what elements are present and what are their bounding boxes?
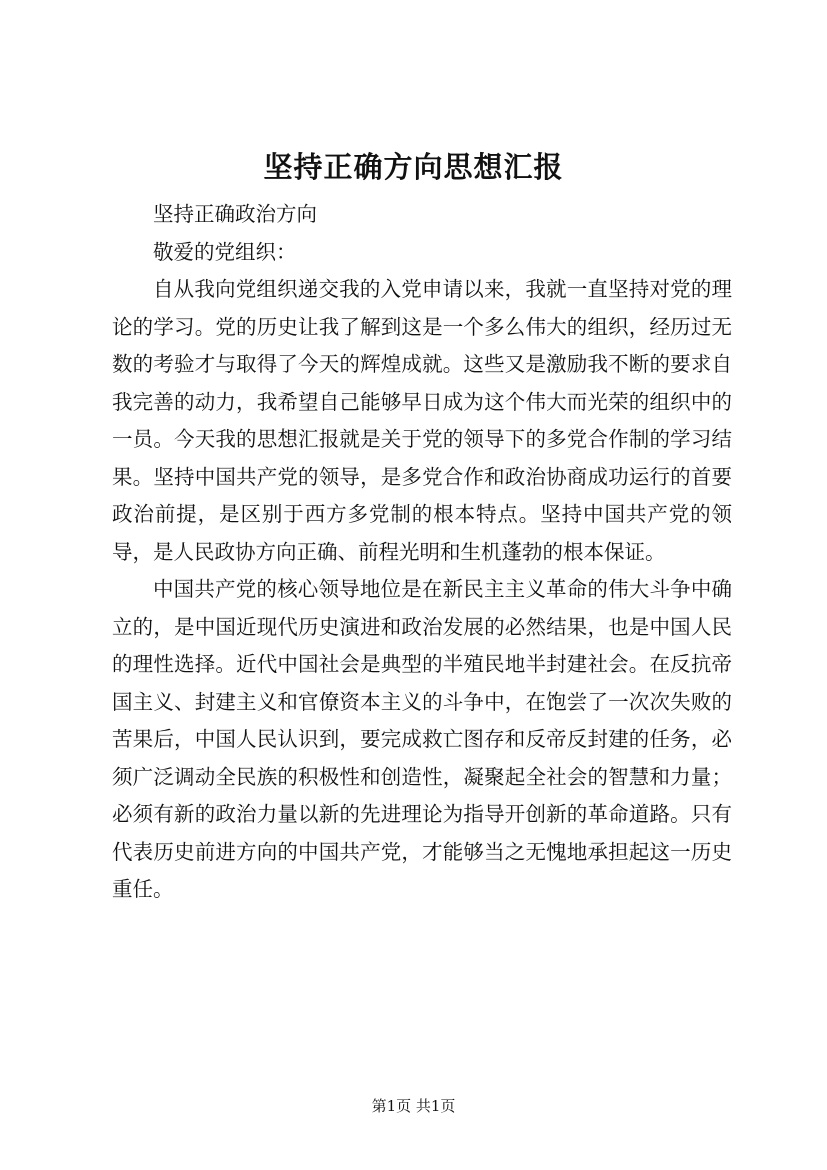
paragraph-1: 自从我向党组织递交我的入党申请以来，我就一直坚持对党的理论的学习。党的历史让我了解到这是一个多么伟大的组织，经历过无数的考验才与取得了今天的辉煌成就。这些又是激励我不断的要求自我完善的动力，我希望自己能够早日成为这个伟大而光荣的组织中的一员。今天我的思想汇报就是关于党的领导下的多党合作制的学习结果。坚持中国共产党的领导，是多党合作和政治协商成功运行的首要政治前提，是区别于西方多党制的根本特点。坚持中国共产党的领导，是人民政协方向正确、前程光明和生机蓬勃的根本保证。: [112, 277, 732, 564]
document-subtitle: 坚持正确政治方向: [153, 202, 317, 226]
document-title: 坚持正确方向思想汇报: [263, 150, 564, 184]
paragraph-2: 中国共产党的核心领导地位是在新民主主义革命的伟大斗争中确立的，是中国近现代历史演进和政治发展的必然结果，也是中国人民的理性选择。近代中国社会是典型的半殖民地半封建社会。在反抗帝国主义、封建主义和官僚资本主义的斗争中，在饱尝了一次次失败的苦果后，中国人民认识到，要完成救亡图存和反帝反封建的任务，必须广泛调动全民族的积极性和创造性，凝聚起全社会的智慧和力量；必须有新的政治力量以新的先进理论为指导开创新的革命道路。只有代表历史前进方向的中国共产党，才能够当之无愧地承担起这一历史重任。: [112, 577, 732, 901]
salutation: 敬爱的党组织：: [153, 239, 297, 264]
page-footer: 第1页 共1页: [371, 1097, 456, 1115]
document-body: [112, 196, 732, 909]
